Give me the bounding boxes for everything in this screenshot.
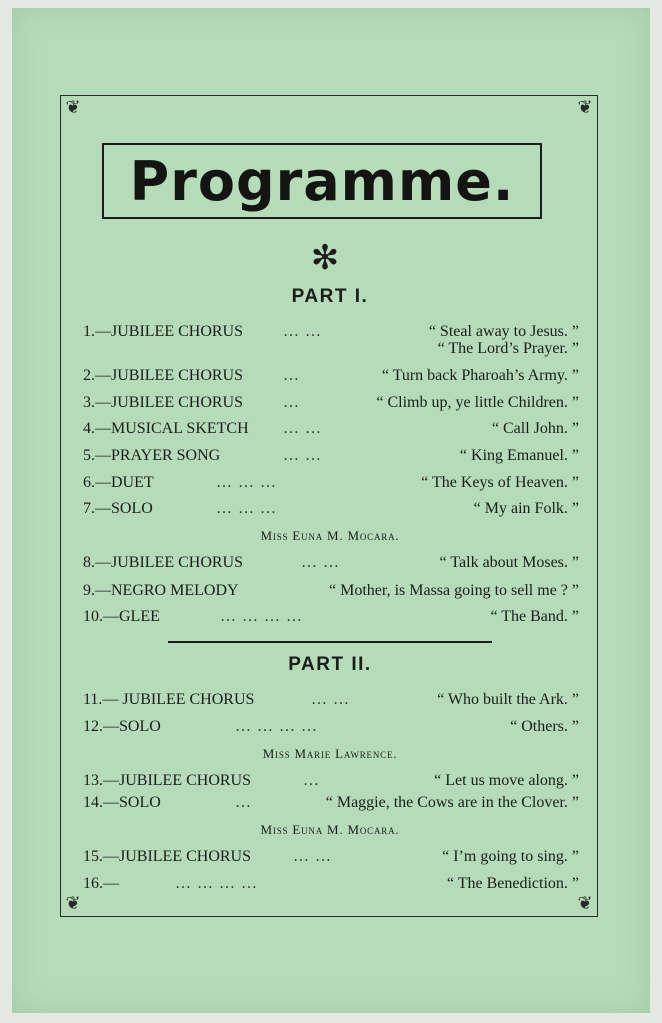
item-label: 16.— (83, 875, 119, 892)
item-label: 12.—SOLO (83, 718, 161, 735)
item-label: 5.—PRAYER SONG (83, 447, 221, 464)
title-box (102, 143, 542, 219)
item-label: 13.—JUBILEE CHORUS (83, 772, 252, 789)
item-dots: … … (283, 323, 322, 340)
item-dots: … (303, 772, 320, 789)
performer-name: Miss Euna M. Mocara. (260, 528, 400, 543)
item-label: 8.—JUBILEE CHORUS (83, 554, 244, 571)
item-song: “ Climb up, ye little Children. ” (376, 394, 579, 411)
programme-item-9 (83, 580, 579, 602)
item-dots: … … (311, 691, 350, 708)
corner-ornament-icon: ❦ (577, 97, 593, 118)
item-song: “ Mother, is Massa going to sell me ? ” (329, 582, 579, 599)
item-song: “ Turn back Pharoah’s Army. ” (381, 367, 579, 384)
item-song: “ Call John. ” (491, 420, 579, 437)
item-dots: … … … … (175, 875, 258, 892)
item-song: “ Let us move along. ” (434, 772, 579, 789)
item-label: 2.—JUBILEE CHORUS (83, 367, 244, 384)
item-song-line-2: “ The Lord’s Prayer. ” (437, 340, 579, 357)
item-label: 3.—JUBILEE CHORUS (83, 394, 244, 411)
item-label: 7.—SOLO (83, 500, 153, 517)
programme-item-12 (83, 716, 579, 738)
performer-name: Miss Euna M. Mocara. (260, 822, 400, 837)
item-label: 11.— JUBILEE CHORUS (83, 691, 255, 708)
programme-item-8 (83, 552, 579, 574)
programme-item-16 (83, 873, 579, 895)
programme-item-15 (83, 846, 579, 868)
item-song: “ Steal away to Jesus. ” (428, 323, 579, 340)
item-label: 9.—NEGRO MELODY (83, 582, 239, 599)
programme-item-6 (83, 472, 579, 494)
item-song: “ My ain Folk. ” (473, 500, 579, 517)
page-title: Programme. (129, 149, 515, 213)
item-dots: … … … … (235, 718, 318, 735)
item-dots: … (235, 794, 252, 811)
programme-item-4 (83, 418, 579, 440)
item-dots: … … (283, 420, 322, 437)
performer-name: Miss Marie Lawrence. (262, 746, 398, 761)
item-song: “ The Keys of Heaven. ” (421, 474, 579, 491)
programme-item-3 (83, 392, 579, 414)
item-label: 14.—SOLO (83, 794, 161, 811)
part-2-title: PART II. (288, 654, 372, 675)
item-label: 6.—DUET (83, 474, 154, 491)
corner-ornament-icon: ❦ (65, 893, 81, 914)
item-dots: … … … … (220, 608, 303, 625)
item-label: 10.—GLEE (83, 608, 160, 625)
item-dots: … … (301, 554, 340, 571)
corner-ornament-icon: ❦ (65, 97, 81, 118)
programme-item-10 (83, 606, 579, 628)
item-dots: … (283, 394, 300, 411)
item-dots: … … … (216, 474, 277, 491)
item-dots: … (283, 367, 300, 384)
item-dots: … … (293, 848, 332, 865)
item-song: “ Maggie, the Cows are in the Clover. ” (325, 794, 579, 811)
programme-item-13 (83, 770, 579, 792)
item-song: “ Talk about Moses. ” (439, 554, 579, 571)
item-song: “ King Emanuel. ” (459, 447, 579, 464)
programme-item-5 (83, 445, 579, 467)
item-label: 15.—JUBILEE CHORUS (83, 848, 252, 865)
part-1-title: PART I. (291, 286, 369, 307)
item-song: “ The Band. ” (490, 608, 579, 625)
item-label: 4.—MUSICAL SKETCH (83, 420, 249, 437)
corner-ornament-icon: ❦ (577, 893, 593, 914)
item-label: 1.—JUBILEE CHORUS (83, 323, 244, 340)
item-dots: … … (283, 447, 322, 464)
item-dots: … … … (216, 500, 277, 517)
programme-item-7 (83, 498, 579, 520)
part-divider (168, 641, 492, 643)
item-song: “ Who built the Ark. ” (437, 691, 579, 708)
programme-item-11 (83, 689, 579, 711)
item-song: “ Others. ” (510, 718, 579, 735)
programme-item-14 (83, 792, 579, 814)
item-song: “ I’m going to sing. ” (442, 848, 579, 865)
item-song: “ The Benediction. ” (446, 875, 579, 892)
asterism-icon: ✻ (310, 238, 340, 278)
programme-item-2 (83, 365, 579, 387)
